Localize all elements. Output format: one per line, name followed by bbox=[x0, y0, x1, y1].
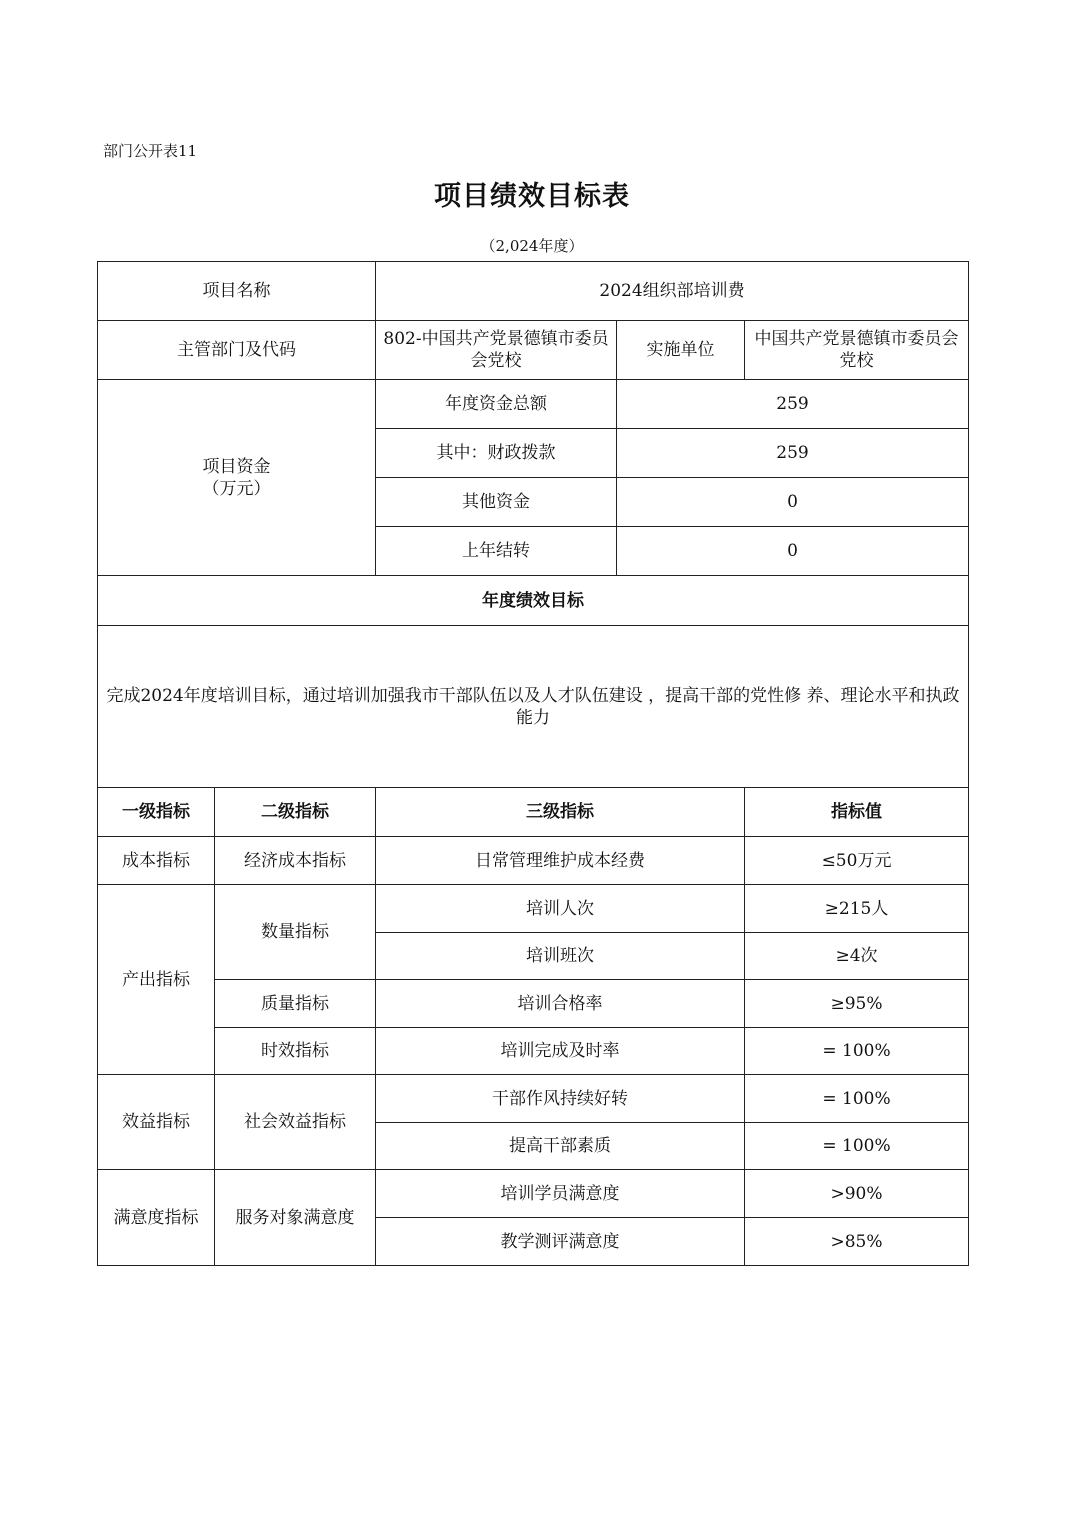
level2-cell: 社会效益指标 bbox=[215, 1075, 376, 1170]
value-cell: = 100% bbox=[745, 1028, 969, 1075]
indicator-header-row bbox=[98, 788, 969, 837]
indicator-row bbox=[98, 1028, 969, 1075]
fund-row bbox=[98, 380, 969, 429]
project-name-label: 项目名称 bbox=[98, 262, 376, 321]
level3-cell: 培训学员满意度 bbox=[376, 1170, 745, 1218]
project-name-value: 2024组织部培训费 bbox=[376, 262, 969, 321]
header-level1: 一级指标 bbox=[98, 788, 215, 837]
fund-row-value: 0 bbox=[617, 478, 969, 527]
form-number: 部门公开表11 bbox=[103, 142, 198, 160]
fund-label-text: 项目资金 bbox=[202, 456, 271, 477]
level3-cell: 培训人次 bbox=[376, 885, 745, 933]
fiscal-year: （2,024年度） bbox=[480, 237, 584, 255]
performance-table bbox=[97, 261, 969, 1266]
value-cell: ≥95% bbox=[745, 980, 969, 1028]
indicator-row bbox=[98, 885, 969, 933]
level1-cell: 满意度指标 bbox=[98, 1170, 215, 1266]
value-cell: ≥4次 bbox=[745, 933, 969, 980]
value-cell: >85% bbox=[745, 1218, 969, 1266]
level3-cell: 培训班次 bbox=[376, 933, 745, 980]
level2-cell: 时效指标 bbox=[215, 1028, 376, 1075]
level2-cell: 数量指标 bbox=[215, 885, 376, 980]
department-value: 802-中国共产党景德镇市委员会党校 bbox=[376, 321, 617, 380]
department-row bbox=[98, 321, 969, 380]
fund-row-value: 259 bbox=[617, 429, 969, 478]
level1-cell: 产出指标 bbox=[98, 885, 215, 1075]
goal-text: 完成2024年度培训目标，通过培训加强我市干部队伍以及人才队伍建设 ，提高干部的党性修 养、理论水平和执政能力 bbox=[98, 626, 969, 788]
indicator-row bbox=[98, 1075, 969, 1123]
level1-cell: 成本指标 bbox=[98, 837, 215, 885]
fund-row-label: 上年结转 bbox=[376, 527, 617, 576]
indicator-row bbox=[98, 1170, 969, 1218]
level3-cell: 培训完成及时率 bbox=[376, 1028, 745, 1075]
fund-row-value: 259 bbox=[617, 380, 969, 429]
value-cell: = 100% bbox=[745, 1123, 969, 1170]
level3-cell: 提高干部素质 bbox=[376, 1123, 745, 1170]
goal-heading-row bbox=[98, 576, 969, 626]
header-level2: 二级指标 bbox=[215, 788, 376, 837]
header-level3: 三级指标 bbox=[376, 788, 745, 837]
level3-cell: 教学测评满意度 bbox=[376, 1218, 745, 1266]
fund-row-label: 其他资金 bbox=[376, 478, 617, 527]
value-cell: ≥215人 bbox=[745, 885, 969, 933]
goal-heading: 年度绩效目标 bbox=[98, 576, 969, 626]
level3-cell: 培训合格率 bbox=[376, 980, 745, 1028]
value-cell: = 100% bbox=[745, 1075, 969, 1123]
indicator-row bbox=[98, 980, 969, 1028]
level1-cell: 效益指标 bbox=[98, 1075, 215, 1170]
project-name-row bbox=[98, 262, 969, 321]
value-cell: ≤50万元 bbox=[745, 837, 969, 885]
goal-text-row bbox=[98, 626, 969, 788]
fund-row-value: 0 bbox=[617, 527, 969, 576]
level3-cell: 日常管理维护成本经费 bbox=[376, 837, 745, 885]
indicator-row bbox=[98, 837, 969, 885]
level3-cell: 干部作风持续好转 bbox=[376, 1075, 745, 1123]
department-label: 主管部门及代码 bbox=[98, 321, 376, 380]
level2-cell: 经济成本指标 bbox=[215, 837, 376, 885]
fund-row-label: 其中：财政拨款 bbox=[376, 429, 617, 478]
fund-row-label: 年度资金总额 bbox=[376, 380, 617, 429]
implementer-label: 实施单位 bbox=[617, 321, 745, 380]
header-value: 指标值 bbox=[745, 788, 969, 837]
value-cell: >90% bbox=[745, 1170, 969, 1218]
fund-label bbox=[98, 380, 376, 576]
level2-cell: 质量指标 bbox=[215, 980, 376, 1028]
implementer-value: 中国共产党景德镇市委员会党校 bbox=[745, 321, 969, 380]
level2-cell: 服务对象满意度 bbox=[215, 1170, 376, 1266]
page-title: 项目绩效目标表 bbox=[434, 181, 630, 212]
fund-unit-text: （万元） bbox=[202, 478, 271, 499]
